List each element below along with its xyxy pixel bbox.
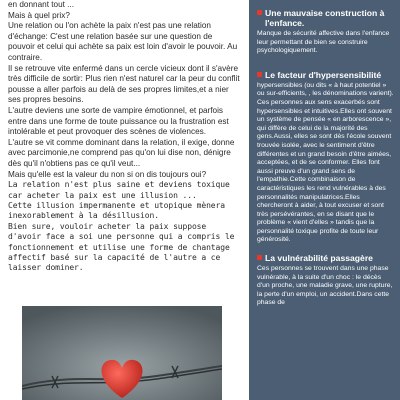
red-square-bullet-icon [257, 10, 262, 15]
heart-barbed-wire-image [22, 306, 222, 400]
section-body: hypersensibles (ou dits « à haut potentiel » ou sur-efficients, , les dénominations varient). Ces personnes aux sens exacerbés sont hypersensibles et intuitives.Elles ont souvent un système de pensée « en arborescence », qui diffère de celui de la majorité des gens.Aussi, elles se sont dès l'école souvent trouvée isolée, avec le sentiment d'être différentes et un grand besoin d'être aimées, acceptées, et de se conformer. Elles font aussi preuve d'un grand sens de l'empathie.Cette combinaison de caractéristiques les rend vulnérables à des personnalités manipulatrices.Elles chercheront à aider, à tout excuser et sont très persévérantes, en se disant que le problème « vient d'elles » tandis que la personnalité toxique profite de toute leur générosité. [257, 81, 394, 244]
sidebar-section-childhood [257, 8, 394, 56]
section-title: La vulnérabilité passagère [265, 253, 373, 264]
article-paragraph-1: en donnant tout ... Mais à quel prix? Une relation ou l'on achète la paix n'est pas une relation d'échange: C'est une relation basée sur une question de pouvoir et celui qui achète sa paix est loin d'avoir le pouvoir. Au contraire. Il se retrouve vite enfermé dans un cercle vicieux dont il s'avère très difficile de sortir: Plus rien n'est naturel car la peur du conflit pousse a aller parfois au delà de ses propres limites,et a nier ses propres besoins. L'autre deviens une sorte de vampire émotionnel, et parfois entre dans une forme de toute puissance ou la frustration est intolérable et peut provoquer des scènes de violences. L'autre se vit comme dominant dans la relation, il exige, donne avec parcimonie,ne comprend pas qu'on lui dise non, dénigre dès qu'il n'obtiens pas ce qu'il veut... Mais qu'elle est la valeur du non si on dis toujours oui? [8, 0, 240, 179]
red-square-bullet-icon [257, 255, 262, 260]
sidebar-section-hypersensitivity [257, 70, 394, 245]
section-title: Une mauvaise construction à l'enfance. [265, 8, 385, 28]
section-body: Manque de sécurité affective dans l'enfance leur permettant de bien se construire psychologiquement. [257, 30, 390, 55]
section-body: Ces personnes se trouvent dans une phase vulnérable, à la suite d'un choc : le décès d'un proche, une maladie grave, une rupture, la perte d'un emploi, un accident.Dans cette phase de [257, 265, 393, 307]
section-title: Le facteur d'hypersensibilité [265, 69, 382, 80]
red-square-bullet-icon [257, 72, 262, 77]
article-paragraph-2: La relation n'est plus saine et deviens toxique car acheter la paix est une illusion ... Cette illusion impermanente et utopique mènera inexorablement à la désillusion. Bien sure, vouloir acheter la paix suppose d'avoir face a soi une personne qui a compris le fonctionnement et utilise une forme de chantage affectif basé sur la capacité de l'autre a ce laisser dominer. [8, 180, 235, 273]
sidebar-panel [249, 0, 400, 400]
article-column [8, 0, 240, 274]
sidebar-section-temporary-vulnerability [257, 253, 394, 308]
heart-barbed-wire-illustration [22, 306, 222, 400]
